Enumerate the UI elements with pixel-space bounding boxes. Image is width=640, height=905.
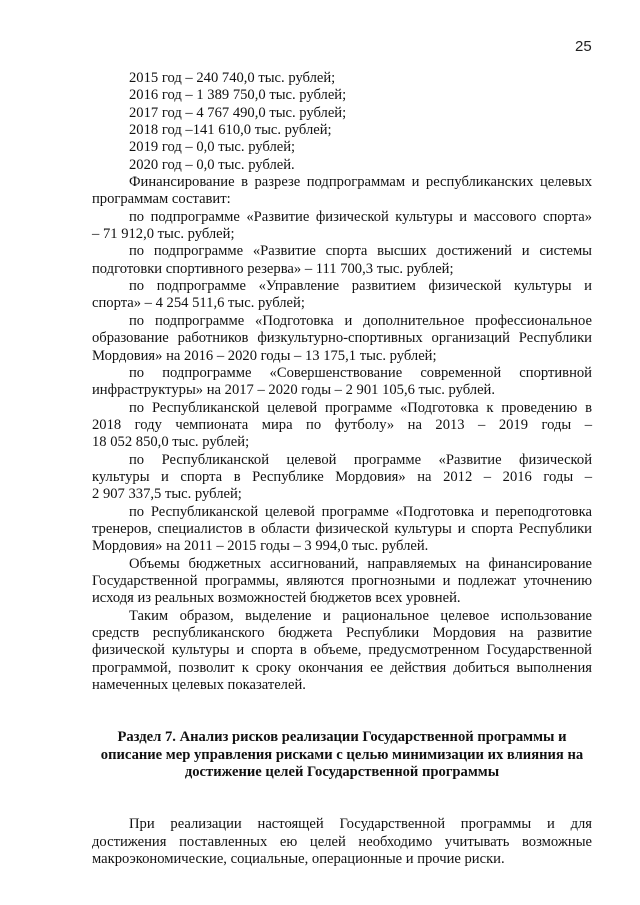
paragraph-line: 2 907 337,5 тыс. рублей; bbox=[92, 486, 242, 503]
paragraph-line: намеченных целевых показателей. bbox=[92, 677, 306, 694]
paragraph-line: При реализации настоящей Государственной программы и для bbox=[129, 816, 592, 833]
paragraph-line: Объемы бюджетных ассигнований, направляемых на финансирование bbox=[129, 555, 592, 572]
paragraph-line: средств республиканского бюджета Республики Мордовия на развитие bbox=[92, 625, 592, 641]
paragraph-line: 18 052 850,0 тыс. рублей; bbox=[92, 434, 250, 451]
paragraph-line: по Республиканской целевой программе «Развитие физической bbox=[129, 451, 592, 468]
paragraph-line: достижения поставленных ею целей необходимо учитывать возможные bbox=[92, 833, 592, 850]
spacer bbox=[92, 781, 592, 816]
year-line: 2020 год – 0,0 тыс. рублей. bbox=[129, 156, 295, 173]
paragraph-line: инфраструктуры» на 2017 – 2020 годы – 2 901 105,6 тыс. рублей. bbox=[92, 382, 496, 399]
paragraph-line: Мордовия» на 2016 – 2020 годы – 13 175,1 тыс. рублей; bbox=[92, 347, 437, 364]
year-line: 2019 год – 0,0 тыс. рублей; bbox=[129, 139, 296, 156]
paragraph-line: – 71 912,0 тыс. рублей; bbox=[92, 226, 235, 243]
page-number: 25 bbox=[575, 38, 592, 55]
year-line: 2017 год – 4 767 490,0 тыс. рублей; bbox=[129, 104, 347, 121]
paragraph-line: Мордовия» на 2011 – 2015 годы – 3 994,0 тыс. рублей. bbox=[92, 538, 429, 555]
paragraph-line: физической культуры и спорта в объеме, предусмотренном Государственной bbox=[92, 642, 592, 659]
paragraph-line: по Республиканской целевой программе «Подготовка и переподготовка bbox=[129, 503, 592, 520]
paragraph-line: по подпрограмме «Управление развитием физической культуры и bbox=[129, 278, 592, 295]
paragraph-line: по подпрограмме «Развитие спорта высших достижений и системы bbox=[129, 243, 592, 260]
section-heading: достижение целей Государственной программы bbox=[184, 764, 500, 781]
paragraph-line: спорта» – 4 254 511,6 тыс. рублей; bbox=[92, 295, 305, 312]
paragraph-line: макроэкономические, социальные, операционные и прочие риски. bbox=[92, 851, 505, 868]
paragraph-line: тренеров, специалистов в области физической культуры и спорта Республики bbox=[92, 520, 592, 537]
paragraph-line: программам составит: bbox=[92, 191, 231, 208]
paragraph-line: по подпрограмме «Совершенствование современной спортивной bbox=[129, 364, 592, 381]
section-heading: описание мер управления рисками с целью минимизации их влияния на bbox=[100, 746, 584, 763]
paragraph-line: культуры и спорта в Республике Мордовия» на 2012 – 2016 годы – bbox=[92, 468, 592, 485]
spacer bbox=[92, 694, 592, 729]
paragraph-line: по подпрограмме «Подготовка и дополнительное профессиональное bbox=[129, 312, 592, 329]
paragraph-line: 2018 году чемпионата мира по футболу» на 2013 – 2019 годы – bbox=[92, 416, 592, 433]
paragraph-line: программой, позволит к сроку окончания ее действия добиться выполнения bbox=[92, 659, 592, 676]
year-line: 2018 год –141 610,0 тыс. рублей; bbox=[129, 122, 332, 139]
year-line: 2016 год – 1 389 750,0 тыс. рублей; bbox=[129, 87, 347, 104]
paragraph-line: Финансирование в разрезе подпрограммам и республиканских целевых bbox=[129, 174, 592, 191]
paragraph-line: Государственной программы, являются прогнозными и подлежат уточнению bbox=[92, 572, 592, 589]
paragraph-line: исходя из реальных возможностей бюджетов всех уровней. bbox=[92, 590, 461, 607]
paragraph-line: по подпрограмме «Развитие физической культуры и массового спорта» bbox=[129, 208, 592, 225]
paragraph-line: образование работников физкультурно-спортивных организаций Республики bbox=[92, 330, 592, 347]
paragraph-line: по Республиканской целевой программе «Подготовка к проведению в bbox=[129, 399, 592, 416]
section-heading: Раздел 7. Анализ рисков реализации Государственной программы и bbox=[117, 729, 567, 746]
paragraph-line: Таким образом, выделение и рациональное целевое использование bbox=[129, 607, 592, 624]
document-body bbox=[92, 70, 592, 868]
year-line: 2015 год – 240 740,0 тыс. рублей; bbox=[129, 70, 336, 86]
paragraph-line: подготовки спортивного резерва» – 111 700,3 тыс. рублей; bbox=[92, 260, 454, 277]
